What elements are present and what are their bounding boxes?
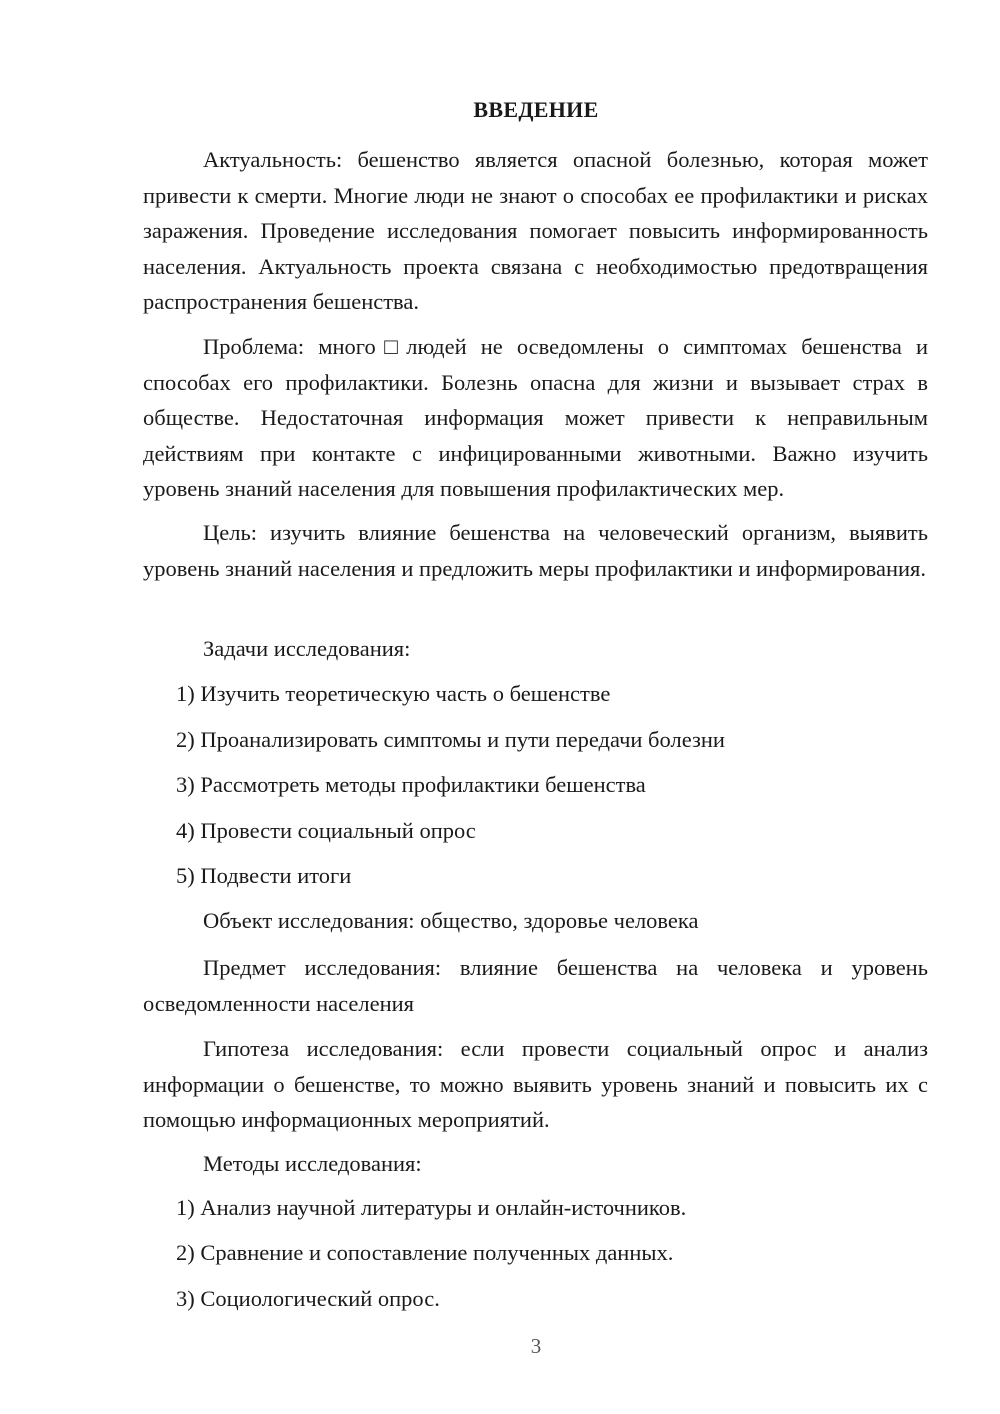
relevance-paragraph: Актуальность: бешенство является опасной болезнью, которая может привести к смерти. Многие люди не знают о способах ее профилактики и рисках заражения. Проведение исследования помогает повысить информированность населения. Актуальность проекта связана с необходимостью предотвращения распространения бешенства. xyxy=(143,147,928,314)
task-item-3: 3) Рассмотреть методы профилактики бешенства xyxy=(176,772,646,797)
object-line: Объект исследования: общество, здоровье человека xyxy=(203,908,699,933)
method-item-2: 2) Сравнение и сопоставление полученных данных. xyxy=(176,1240,674,1265)
goal-paragraph: Цель: изучить влияние бешенства на человеческий организм, выявить уровень знаний населения и предложить меры профилактики и информирования. xyxy=(143,520,928,581)
task-item-1: 1) Изучить теоретическую часть о бешенстве xyxy=(176,681,611,706)
hypothesis-paragraph: Гипотеза исследования: если провести социальный опрос и анализ информации о бешенстве, то можно выявить уровень знаний и повысить их с помощью информационных мероприятий. xyxy=(143,1036,928,1132)
method-item-3: 3) Социологический опрос. xyxy=(176,1286,440,1311)
methods-heading: Методы исследования: xyxy=(203,1151,422,1176)
task-item-4: 4) Провести социальный опрос xyxy=(176,818,476,843)
tasks-heading: Задачи исследования: xyxy=(203,636,411,661)
task-item-2: 2) Проанализировать симптомы и пути передачи болезни xyxy=(176,727,725,752)
subject-paragraph: Предмет исследования: влияние бешенства на человека и уровень осведомленности населения xyxy=(143,955,928,1016)
page-title: ВВЕДЕНИЕ xyxy=(473,97,599,122)
method-item-1: 1) Анализ научной литературы и онлайн-источников. xyxy=(176,1195,687,1220)
problem-paragraph: Проблема: много□людей не осведомлены о симптомах бешенства и способах его профилактики. Болезнь опасна для жизни и вызывает страх в обществе. Недостаточная информация может привести к неправильным действиям при контакте с инфицированными животными. Важно изучить уровень знаний населения для повышения профилактических мер. xyxy=(143,334,928,501)
page-number: 3 xyxy=(530,1334,542,1358)
task-item-5: 5) Подвести итоги xyxy=(176,863,352,888)
